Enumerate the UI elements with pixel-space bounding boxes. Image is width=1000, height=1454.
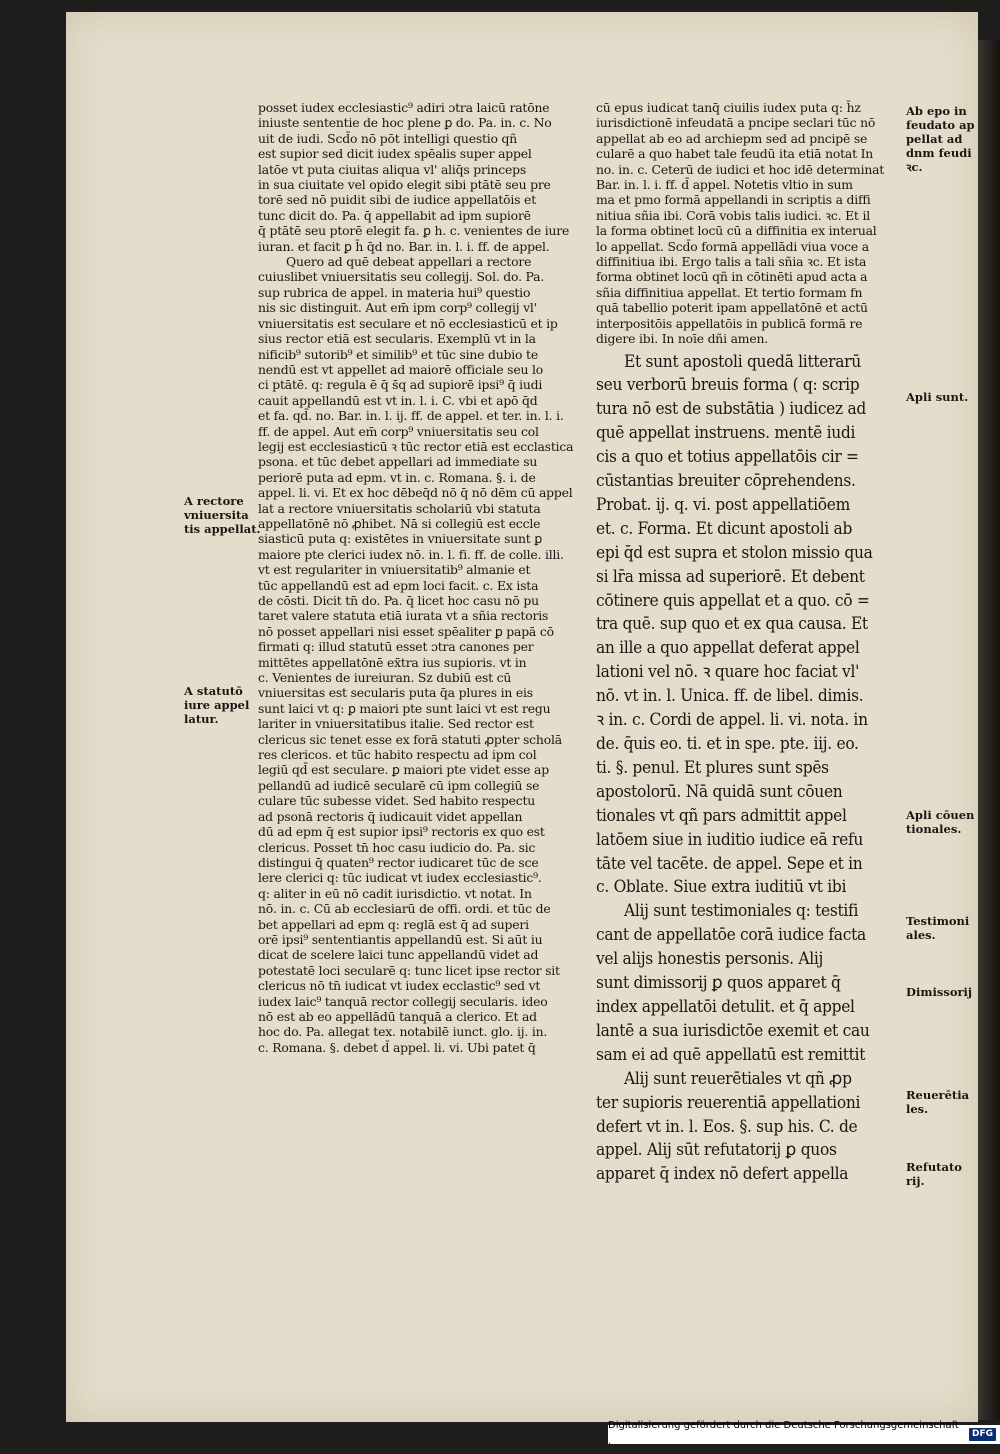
text-line: lariter in vniuersitatibus italie. Sed rector est xyxy=(258,716,534,732)
text-line: c. Romana. §. debet d̄ appel. li. vi. Ubi patet q̄ xyxy=(258,1039,536,1055)
text-line: epi q̄d est supra et stolon missio qua xyxy=(596,542,873,563)
margin-note-rectore xyxy=(184,494,261,536)
text-line: lat a rectore vniuersitatis scholariū vbi statuta xyxy=(258,500,541,516)
footer-text: Digitalisierung gefördert durch die Deutsche Forschungsgemeinschaft · xyxy=(608,1419,959,1450)
text-line: nitiua sñia ibi. Corā vobis talis iudici. ꝛc. Et il xyxy=(596,207,870,223)
text-line: lere clerici q: tūc iudicat vt iudex ecclesiastic⁹. xyxy=(258,870,542,886)
text-line: psona. et tūc debet appellari ad immediate su xyxy=(258,454,538,470)
margin-note-line: Reuerētia xyxy=(906,1088,970,1102)
margin-note-ab-epo xyxy=(906,104,975,174)
text-line: orē ipsi⁹ sententiantis appellandū est. Si aūt iu xyxy=(258,931,543,947)
text-line: tra quē. sup quo et ex qua causa. Et xyxy=(596,614,868,635)
margin-note-line: Testimoni xyxy=(906,914,970,928)
margin-note-line: A rectore xyxy=(184,494,244,508)
text-line: posset iudex ecclesiastic⁹ adiri ɔtra laicū ratōne xyxy=(258,100,550,115)
text-line: no. in. c. Ceterū de iudici et hoc idē determinat xyxy=(596,161,885,177)
text-line: taret valere statuta etiā iurata vt a sñia rectoris xyxy=(258,608,549,624)
text-line: nificib⁹ sutorib⁹ et similib⁹ et tūc sine dubio te xyxy=(258,346,538,362)
margin-note-conuentionales xyxy=(906,808,974,836)
margin-note-refutatorij xyxy=(906,1160,962,1188)
text-line: legij est ecclesiasticū ꝛ tūc rector etiā est ecclastica xyxy=(258,438,574,454)
margin-note-line: Apli sunt. xyxy=(906,390,969,404)
margin-note-reuerentiales xyxy=(906,1088,969,1116)
text-line: tura nō est de substātia ) iudicez ad xyxy=(596,399,867,420)
text-line: potestatē loci secularē q: tunc licet ipse rector sit xyxy=(258,962,560,978)
text-line: cauit appellandū est vt in. l. i. C. vbi et apō q̄d xyxy=(258,392,538,408)
margin-note-line: iure appel xyxy=(184,698,250,712)
text-line: ci ptātē. q: regula ē q̄ s̄q ad supiorē ipsi⁹ q̄ iudi xyxy=(258,377,543,393)
text-line: de cōsti. Dicit tn̄ do. Pa. q̄ licet hoc casu nō pu xyxy=(258,593,539,608)
text-line: quā tabellio poterit ipam appellatōnē et actū xyxy=(596,300,868,316)
margin-note-line: vniuersita xyxy=(184,508,249,522)
text-line: res clericos. et tūc habito respectu ad ipm col xyxy=(258,747,537,763)
text-line: sñia diffinitiua appellat. Et tertio formam fn xyxy=(596,284,863,300)
text-line: sius rector etiā est secularis. Exemplū vt in la xyxy=(258,331,536,347)
margin-note-apli-sunt xyxy=(906,390,968,404)
text-line: cū epus iudicat tanq̄ ciuilis iudex puta q: h̄z xyxy=(596,100,861,115)
text-line: bet appellari ad epm q: reglā est q̄ ad superi xyxy=(258,916,529,932)
text-line: defert vt in. l. Eos. §. sup his. C. de xyxy=(596,1116,858,1137)
text-line: lationi vel nō. ꝛ quare hoc faciat vl' xyxy=(596,662,860,683)
text-line: ti. §. penul. Et plures sunt spēs xyxy=(596,757,829,778)
text-line: clericus sic tenet esse ex forā statuti ꝓpter scholā xyxy=(258,731,562,747)
text-line: dicat de scelere laici tunc appellandū videt ad xyxy=(258,947,539,963)
text-line: ter supioris reuerentiā appellationi xyxy=(596,1092,861,1113)
text-line: digere ibi. In noīe dñi amen. xyxy=(596,331,768,347)
text-line: iudex laic⁹ tanquā rector collegij secularis. ideo xyxy=(258,993,548,1009)
text-line: nō est ab eo appellādū tanquā a clerico. Et ad xyxy=(258,1008,537,1024)
text-line: seu verborū breuis forma ( q: scrip xyxy=(596,375,860,396)
text-line: vniuersitatis est seculare et nō ecclesiasticū et ip xyxy=(258,315,558,331)
text-line: nō. vt in. l. Unica. ff. de libel. dimis. xyxy=(596,686,864,707)
text-line: firmati q: illud statutū esset ɔtra canones per xyxy=(258,639,534,655)
text-line: si lr̄a missa ad superiorē. Et debent xyxy=(596,566,865,587)
text-line: quē appellat instruens. mentē iudi xyxy=(596,423,856,444)
text-line: torē sed nō puidit sibi de iudice appellatōis et xyxy=(258,192,536,208)
text-line: lo appellat. Scd̄o formā appellādi viua voce a xyxy=(596,238,869,254)
text-line: index appellatōi detulit. et q̄ appel xyxy=(596,996,855,1017)
text-line: nō posset appellari nisi esset spēaliter ꝑ papā cō xyxy=(258,623,554,639)
text-line: Alij sunt reuerētiales vt qñ ꝓp xyxy=(624,1068,852,1089)
margin-note-line: tionales. xyxy=(906,822,962,836)
text-line: vel alijs honestis personis. Alij xyxy=(596,949,824,970)
text-line: la forma obtinet locū cū a diffinitia ex interual xyxy=(596,223,877,239)
text-line: sup rubrica de appel. in materia hui⁹ questio xyxy=(258,284,531,300)
text-line: ma et pmo formā appellandi in scriptis a diffi xyxy=(596,192,871,208)
dfg-logo: DFG xyxy=(969,1428,996,1441)
text-line: nis sic distinguit. Aut em̄ ipm corp⁹ collegij vl' xyxy=(258,300,537,316)
text-line: de. q̄uis eo. ti. et in spe. pte. iij. eo. xyxy=(596,734,859,754)
text-line: culare tūc subesse videt. Sed habito respectu xyxy=(258,793,536,809)
margin-note-line: A statutō xyxy=(184,684,243,698)
margin-note-line: les. xyxy=(906,1102,929,1116)
text-line: cōtinere quis appellat et a quo. cō = xyxy=(596,590,870,611)
text-line: Bar. in. l. i. ff. d̄ appel. Notetis vltio in sum xyxy=(596,177,853,193)
text-line: est supior sed dicit iudex spēalis super appel xyxy=(258,146,532,162)
text-line: vt est regulariter in vniuersitatib⁹ almanie et xyxy=(258,562,531,578)
text-line: forma obtinet locū qñ in cōtinēti apud acta a xyxy=(596,269,868,285)
text-line: sunt laici vt q: ꝑ maiori pte sunt laici vt est regu xyxy=(258,700,551,716)
text-line: periorē puta ad epm. vt in. c. Romana. §. i. de xyxy=(258,469,536,485)
text-line: lantē a sua iurisdictōe exemit et cau xyxy=(596,1020,870,1041)
text-line: cūstantias breuiter cōprehendens. xyxy=(596,471,856,492)
text-line: latōe vt puta ciuitas aliqua vl' aliq̄s princeps xyxy=(258,161,527,177)
right-text-column xyxy=(596,100,904,1187)
text-line: iuran. et facit ꝑ h̄ q̄d no. Bar. in. l. i. ff. de appel. xyxy=(258,238,550,254)
margin-note-line: Apli cōuen xyxy=(906,808,975,822)
margin-note-line: Refutato xyxy=(906,1160,962,1174)
text-line: distingui q̄ quaten⁹ rector iudicaret tūc de sce xyxy=(258,854,539,870)
text-line: et fa. qd̄. no. Bar. in. l. ij. ff. de appel. et ter. in. l. i. xyxy=(258,408,564,424)
text-line: interpositōis appellatōis in publicā formā re xyxy=(596,315,863,331)
text-line: legiū qd̄ est seculare. ꝑ maiori pte videt esse ap xyxy=(258,762,549,778)
margin-note-dimissorij xyxy=(906,985,972,999)
text-line: clericus. Posset tn̄ hoc casu iudicio do. Pa. sic xyxy=(258,839,536,855)
text-line: mittētes appellatōnē ex̄tra ius supioris. vt in xyxy=(258,654,527,670)
text-line: Probat. ij. q. vi. post appellatiōem xyxy=(596,494,850,515)
margin-note-line: Dimissorij xyxy=(906,985,973,999)
text-line: cis a quo et totius appellatōis cir = xyxy=(596,447,859,468)
text-line: sunt dimissorij ꝑ quos apparet q̄ xyxy=(596,973,841,994)
text-line: appel. Alij sūt refutatorij ꝑ quos xyxy=(596,1140,837,1161)
margin-note-line: tis appellat. xyxy=(184,522,261,536)
margin-note-testimoniales xyxy=(906,914,969,942)
text-line: tionales vt qñ pars admittit appel xyxy=(596,805,847,826)
text-line: ꝛ in. c. Cordi de appel. li. vi. nota. in xyxy=(596,710,868,731)
text-line: iniuste sententie de hoc plene ꝑ do. Pa. in. c. No xyxy=(258,115,552,131)
text-line: dū ad epm q̄ est supior ipsi⁹ rectoris ex quo est xyxy=(258,824,545,840)
margin-note-line: ꝛc. xyxy=(906,160,923,174)
text-line: maiore pte clerici iudex nō. in. l. fi. ff. de colle. illi. xyxy=(258,546,564,562)
margin-note-line: Ab epo in xyxy=(906,104,967,118)
text-line: ad psonā rectoris q̄ iudicauit videt appellan xyxy=(258,808,523,824)
text-line: tūc appellandū est ad epm loci facit. c. Ex ista xyxy=(258,577,539,593)
text-line: diffinitiua ibi. Ergo talis a tali sñia ꝛc. Et ista xyxy=(596,254,867,270)
left-text-column xyxy=(258,100,574,1055)
text-line: Et sunt apostoli quedā litterarū xyxy=(624,351,861,372)
text-line: latōem siue in iuditio iudice eā refu xyxy=(596,829,864,850)
text-line: uit de iudi. Scd̄o nō pōt intelligi questio qñ xyxy=(258,130,518,146)
text-line: q̄ ptātē seu ptorē elegit fa. ꝑ h. c. venientes de iure xyxy=(258,223,570,239)
text-line: hoc do. Pa. allegat tex. notabilē iunct. glo. ij. in. xyxy=(258,1024,548,1040)
text-line: sam ei ad quē appellatū est remittit xyxy=(596,1044,866,1065)
text-line: c. Oblate. Siue extra iuditiū vt ibi xyxy=(596,877,847,898)
right-column-small-text xyxy=(596,100,904,347)
text-line: nendū est vt appellet ad maiorē officiale seu lo xyxy=(258,361,543,377)
text-line: iurisdictionē infeudatā a pncipe seclari tūc nō xyxy=(596,115,876,131)
text-line: clericus nō tn̄ iudicat vt iudex ecclastic⁹ sed vt xyxy=(258,978,541,994)
margin-note-line: dnm feudi xyxy=(906,146,972,160)
text-line: tunc dicit do. Pa. q̄ appellabit ad ipm supiorē xyxy=(258,207,531,223)
margin-note-line: rij. xyxy=(906,1174,925,1188)
text-line: appellatōnē nō ꝓhibet. Nā si collegiū est eccle xyxy=(258,515,541,531)
text-line: tāte vel tacēte. de appel. Sepe et in xyxy=(596,853,863,874)
margin-note-statuto xyxy=(184,684,249,726)
text-line: appel. li. vi. Et ex hoc dēbeq̄d nō q̄ nō dēm cū appel xyxy=(258,485,573,501)
margin-note-line: feudato ap xyxy=(906,118,975,132)
text-line: vniuersitas est secularis puta q̄a plures in eis xyxy=(258,685,533,701)
text-line: Alij sunt testimoniales q: testifi xyxy=(624,901,859,922)
text-line: q: aliter in eū nō cadit iurisdictio. vt notat. In xyxy=(258,885,532,901)
book-edge xyxy=(978,40,1000,1420)
margin-note-line: pellat ad xyxy=(906,132,963,146)
text-line: in sua ciuitate vel opido elegit sibi ptātē seu pre xyxy=(258,177,551,193)
margin-note-line: ales. xyxy=(906,928,936,942)
text-line: ff. de appel. Aut em̄ corp⁹ vniuersitatis seu col xyxy=(258,423,539,439)
margin-note-line: latur. xyxy=(184,712,219,726)
digitization-footer xyxy=(608,1419,1000,1450)
text-line: an ille a quo appellat deferat appel xyxy=(596,638,860,659)
text-line: siasticū puta q: existētes in vniuersitate sunt ꝑ xyxy=(258,531,542,547)
text-line: appellat ab eo ad archiepm sed ad pncipē se xyxy=(596,130,868,146)
text-line: cant de appellatōe corā iudice facta xyxy=(596,925,866,946)
text-line: cuiuslibet vniuersitatis seu collegij. Sol. do. Pa. xyxy=(258,269,545,285)
right-column-large-text xyxy=(596,351,904,1188)
text-line: c. Venientes de iureiuran. Sz dubiū est cū xyxy=(258,670,512,686)
text-line: pellandū ad iudicē secularē cū ipm collegiū se xyxy=(258,777,540,793)
text-line: apparet q̄ index nō defert appella xyxy=(596,1164,849,1185)
text-line: Quero ad quē debeat appellari a rectore xyxy=(286,254,532,270)
text-line: apostolorū. Nā quidā sunt cōuen xyxy=(596,781,843,802)
text-line: nō. in. c. Cū ab ecclesiarū de offi. ordi. et tūc de xyxy=(258,901,551,917)
text-line: cularē a quo habet tale feudū ita etiā notat In xyxy=(596,146,874,162)
text-line: et. c. Forma. Et dicunt apostoli ab xyxy=(596,518,853,539)
